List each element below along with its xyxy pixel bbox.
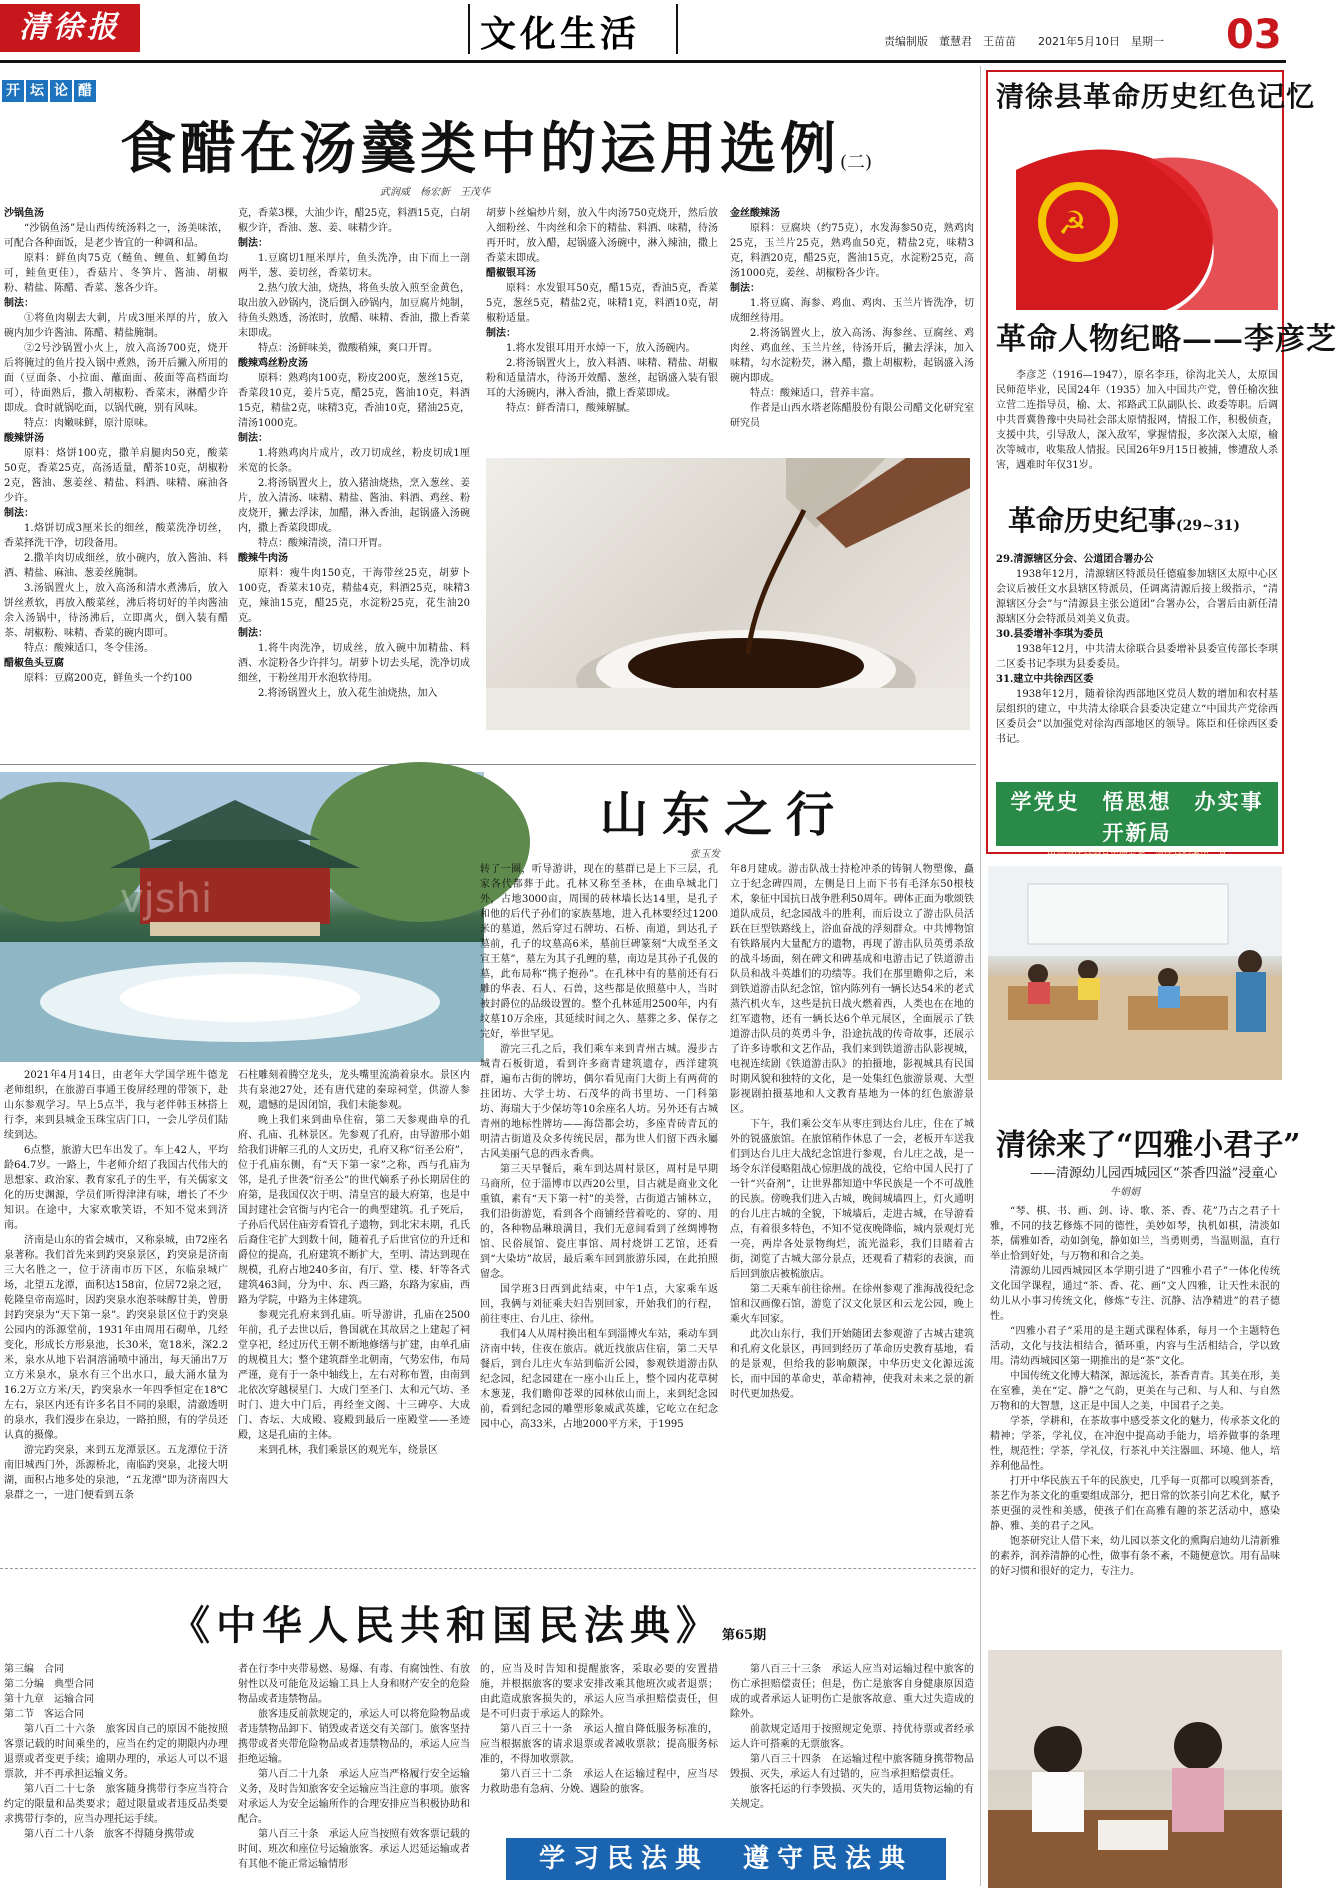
chronicle-list <box>996 552 1278 778</box>
paragraph: ②2号沙锅置小火上，放入高汤700克，烧开后将腌过的鱼片投入锅中煮熟，汤开后撇入所用的面（豆面条、小拉面、蘸面面、莜面等高档面均可），待面熟后，撒入胡椒粉、香菜末，淋醋少许即成。食时就锅吃面，以锅代碗，别有风味。 <box>4 343 228 414</box>
subheading: 31.建立中共徐西区委 <box>996 674 1094 685</box>
paragraph: 第二天乘车前往徐州。在徐州参观了淮海战役纪念馆和汉画像石馆，游览了汉文化景区和云龙公园，晚上乘火车回家。 <box>730 1284 974 1325</box>
kids-byline: 牛娟娟 <box>1110 1187 1140 1198</box>
law-banner: 学习民法典 遵守民法典 <box>506 1838 946 1880</box>
newspaper-logo: 清徐报 <box>0 4 140 52</box>
paragraph: 2.撒羊肉切成细丝，放小碗内，放入酱油、料酒、精盐、麻油、葱姜丝腌制。 <box>4 553 228 579</box>
paragraph: 原料：熟鸡肉100克，粉皮200克，葱丝15克，香菜段10克，姜片5克，醋25克，酱油10克，料酒15克，精盐2克，味精3克，香油10克，猪油25克，清汤1000克。 <box>238 373 470 429</box>
paragraph: 特点：酸辣适口，营养丰富。 <box>750 388 880 399</box>
paragraph: 胡萝卜丝煸炒片刻，放入牛肉汤750克烧开，然后放入细粉丝、牛肉丝和余下的精盐、料酒、味精，待汤再开时，放入醋，起锅盛入汤碗中，淋入辣油，撒上香菜末即成。 <box>486 208 718 264</box>
paragraph: 3.汤锅置火上，放入高汤和清水煮沸后，放入饼丝煮软，再放入酸菜丝，沸后将切好的羊肉酱油余入汤锅中，待汤沸后，立即离火，倒入装有醋茶、胡椒粉、味精、香菜的碗内即可。 <box>4 583 228 639</box>
paragraph: 1938年12月，随着徐沟西部地区党员人数的增加和农村基层组织的建立，中共清太徐联合县委决定建立“中国共产党徐西区委员会”以加强党对徐沟西部地区的领导。陈臣和任徐西区委书记。 <box>996 689 1278 745</box>
paragraph: 1938年12月，中共清太徐联合县委增补县委宣传部长李琪二区委书记李琪为县委委员。 <box>996 644 1278 670</box>
paragraph: 打开中华民族五千年的民族史，几乎每一页都可以嗅到茶香，茶艺作为茶文化的重要组成部分，把日常的饮茶引向艺术化，赋予茶更强的灵性和美感，使孩子们在高雅有趣的茶艺活动中，感染静、雅、美的君子之风。 <box>990 1476 1280 1532</box>
subheading: 制法： <box>730 283 760 294</box>
slogan-text: 学党史 悟思想 办实事 开新局 <box>1010 789 1287 846</box>
paragraph: 1938年12月，清源辖区特派员任德瘟参加辖区太原中心区会议后被任文水县辖区特派员，任调离清源后接上级指示，“清源辖区分会”与“清源县主张公道团”合署办公，合署后由新任清源辖区分会特派员刘美义负责。 <box>996 569 1278 625</box>
paragraph: 第二节 客运合同 <box>4 1709 84 1720</box>
party-emblem-graphic <box>996 130 1278 310</box>
paragraph: “沙锅鱼汤”是山西传统汤料之一，汤美味浓，可配合各种面饭，是老少皆宜的一种调和品。 <box>4 223 228 249</box>
column-tag-char: 开 <box>2 80 24 102</box>
subheading: 30.县委增补李琪为委员 <box>996 629 1104 640</box>
law-column <box>480 1662 718 1832</box>
paragraph: ①将鱼肉剔去大刺，片成3厘米厚的片，放入碗内加少许酱油、陈醋、精盐腌制。 <box>4 313 228 339</box>
column-tag-char: 论 <box>50 80 72 102</box>
paragraph: 转了一圈，听导游讲，现在的墓群已是上下三层，孔家各代都葬于此。孔林又称至圣林，在曲阜城北门外，占地3000亩，周围的砖林墙长达14里，是孔子和他的后代子孙们的家族墓地，进入孔林要经过1200米的墓道，然后穿过石牌坊、石桥、南道，到达孔子墓前，孔子的坟墓高6米，墓前巨碑篆刻“大成至圣文宣王墓”，墓左为其子孔鲤的墓，南边是其孙子孔伋的墓，此布局称“携子抱孙”。在孔林中有的墓前还有石雕的华表、石人、石兽，这些都是依照墓中人，当时被封爵位的品级设置的。整个孔林延用2500年，内有坟墓10万余座，其延续时间之久、墓葬之多、保存之完好，举世罕见。 <box>480 864 718 1040</box>
subheading: 制法： <box>486 328 516 339</box>
law-column <box>238 1662 470 1870</box>
paragraph: 济南是山东的省会城市，又称泉城，由72座名泉著称。我们首先来到趵突泉景区，趵突泉是济南三大名胜之一，位于济南市历下区，东临泉城广场，北望五龙潭，面积达158亩，位居72泉之冠，乾隆皇帝南巡时，因趵突泉水泡茶味醇甘美，曾册封趵突泉为“天下第一泉”。趵突泉景区位于趵突泉公园内的泺源堂前，1931年由周用石砌单，几经变化，形成长方形泉池，长30米，宽18米，深2.2米，泉水从地下岩洞溶涌喷中涌出，每天涌出7万立方米泉水，泉水有三个出水口，最大涌水量为16.2万立方米/天，趵突泉水一年四季恒定在18℃左右，泉区内还有许多名目不同的泉眼，清澈透明的泉水，我们漫步在泉边，一路拍照，有的学员还认真的摄像。 <box>4 1235 228 1441</box>
editors: 责编制版 董慧君 王苗苗 <box>884 35 1016 48</box>
section-divider <box>0 764 976 765</box>
paragraph: 中国传统文化博大精深，源远流长，茶香青青。其美在形，美在室雅，美在“定、静”之气韵，更美在与己和、与人和、与自然万物和的大智慧，这正是中国人之美，中国君子之美。 <box>990 1371 1280 1412</box>
paragraph: 1.将豆腐、海参、鸡血、鸡肉、玉兰片皆洗净，切成细丝待用。 <box>730 298 974 324</box>
law-title-text: 《中华人民共和国民法典》 <box>170 1602 722 1649</box>
paragraph: 第二分编 典型合同 <box>4 1679 94 1690</box>
article-title-part: (二) <box>840 152 873 173</box>
paragraph: 前款规定适用于按照规定免票、持优待票或者经承运人许可搭乘的无票旅客。 <box>730 1724 974 1750</box>
paragraph: 特点：肉嫩味鲜，原汁原味。 <box>24 418 154 429</box>
paragraph: 的，应当及时告知和提醒旅客，采取必要的安置措施，并根据旅客的要求安排改乘其他班次或者退票；由此造成旅客损失的，承运人应当承担赔偿责任，但是不可归责于承运人的除外。 <box>480 1664 718 1720</box>
subheading: 酸辣鸡丝粉皮汤 <box>238 358 308 369</box>
pavilion-photo <box>0 772 484 1062</box>
law-column <box>4 1662 228 1840</box>
paragraph: 1.豆腐切1厘米厚片，鱼头洗净，由下而上一剖两半，葱、姜切丝，香菜切末。 <box>238 253 470 279</box>
subheading: 制法： <box>238 628 268 639</box>
profile-paragraph: 李彦芝（1916—1947），原名李珏，徐沟北关人，太原国民师范毕业，民国24年（1935）加入中国共产党，曾任榆次独立营二连指导员，榆、太、祁路武工队副队长、政委等职。后调中共晋冀鲁豫中央局社会部太原情报网，情报工作，积极侦查，支援中共，引导敌人，深入敌军，掌握情报，多次深入太原，榆次等城市，收集敌人情报。民国26年9月15日被捕，惨遭敌人杀害，遇难时年仅31岁。 <box>996 370 1278 471</box>
subheading: 制法： <box>238 433 268 444</box>
paragraph: 游完趵突泉，来到五龙潭景区。五龙潭位于济南旧城西门外，泺源桥北，南临趵突泉，北接大明湖，面积占地多处的泉池，“五龙潭”即为济南四大泉群之一，一进门便看到五条 <box>4 1445 228 1501</box>
paragraph: “琴、棋、书、画、剑、诗、歌、茶、香、花”乃古之君子十雅，不同的技艺修炼不同的德性，美妙如琴，执机如棋，清淡如茶，儒雅如香，动如剑兔，静如如兰，当勇则勇，当温则温，直行举止恰到好处，与万物和和合之美。 <box>990 1206 1280 1262</box>
subheading: 制法： <box>238 238 268 249</box>
subheading: 醋椒银耳汤 <box>486 268 536 279</box>
paragraph: 旅客托运的行李毁损、灭失的，适用货物运输的有关规定。 <box>730 1784 974 1810</box>
paragraph: 2.热勺放大油，烧热，将鱼头放入煎至金黄色，取出放入砂锅内，浇后倒入砂锅内，加豆腐片炖制，待鱼头熟透，汤浓时，放醋、味精、香油，撒上香菜末即成。 <box>238 283 470 339</box>
article-title-text: 食醋在汤羹类中的运用选例 <box>120 116 840 182</box>
paragraph: 第八百三十三条 承运人应当对运输过程中旅客的伤亡承担赔偿责任；但是，伤亡是旅客自身健康原因造成的或者承运人证明伤亡是旅客故意、重大过失造成的除外。 <box>730 1664 974 1720</box>
column-tag-char: 坛 <box>26 80 48 102</box>
issue-date: 2021年5月10日 星期一 <box>1038 35 1164 48</box>
paragraph: 1.将熟鸡肉片成片，改刀切成丝，粉皮切成1厘米宽的长条。 <box>238 448 470 474</box>
paragraph: 6点整，旅游大巴车出发了。车上42人，平均龄64.7岁。一路上，牛老师介绍了我国古代伟大的思想家、政治家、教育家孔子的生平，有关儒家文化的历史渊源，学员们听得津津有味，增长了不少知识。在途中，大家欢歌笑语，不知不觉来到济南。 <box>4 1145 228 1231</box>
paragraph: 第三编 合同 <box>4 1664 64 1675</box>
paragraph: 作者是山西水塔老陈醋股份有限公司醋文化研究室研究员 <box>730 403 974 429</box>
article-column <box>4 206 228 758</box>
paragraph: 石柱雕刻着腾空龙头，龙头嘴里流淌着泉水。景区内共有泉池27处，还有唐代建的秦琼祠堂，供游人参观，遗憾的是因闭馆，我们未能参观。 <box>238 1070 470 1111</box>
paragraph: 原料：水发银耳50克，醋15克，香油5克，香菜5克，葱丝5克，精盐2克，味精1克，料酒10克，胡椒粉适量。 <box>486 283 718 324</box>
subheading: 酸辣牛肉汤 <box>238 553 288 564</box>
svg-text:☭: ☭ <box>1058 204 1087 242</box>
paragraph: 第八百二十六条 旅客因自己的原因不能按照客票记载的时间乘坐的，应当在约定的期限内办理退票或者变更手续；逾期办理的，承运人可以不退票款，并不再承担运输义务。 <box>4 1724 228 1780</box>
paragraph: 年8月建成。游击队战士持枪冲杀的铸铜人物塑像，矗立于纪念碑四周，左侧是日上而下书有毛泽东50根枝术，象征中国抗日战争胜利50周年。碑体正面为歌颂铁道队成员，纪念园战斗的胜利，而后设立了游击队员活跃在巨型铁路线上，浴血奋战的浮刻群众。中共博物馆有铁路展内大量配方的遗物，再现了游击队员英勇杀敌的战斗场面，刻在碑文和碑基成和电游击记了铁道游击队员和战斗英雄们的功绩等。我们在那里瞻仰之后，来到铁道游击队纪念馆，馆内陈列有一辆长达54米的老式蒸汽机火车，这些是抗日战火燃着西，人类也在在地的红军遗物，还有一辆长达6个单元展区，全面展示了铁道游击队员的英勇斗争，沿途抗战的传奇故事，还展示了许多诗歌和文艺作品，我们来到铁道游击队影视城，电视连续剧《铁道游击队》的拍摄地，影视城具有民国时期风貌和独特的文化，是一处集红色旅游景观、大型影视剧拍摄基地和人文教育基地为一体的红色旅游景区。 <box>730 864 974 1115</box>
paragraph: 旅客违反前款规定的，承运人可以将危险物品或者违禁物品卸下、销毁或者送交有关部门。旅客坚持携带或者夹带危险物品或者违禁物品的，承运人应当拒绝运输。 <box>238 1709 470 1765</box>
paragraph: 特点：酸辣适口，冬令佳汤。 <box>24 643 154 654</box>
sidebar-divider <box>980 66 981 1886</box>
subheading: 醋椒鱼头豆腐 <box>4 658 64 669</box>
law-title <box>170 1596 766 1655</box>
slogan-sub: 中共清徐县委党史研究室 清徐县档案馆 宣 <box>1046 849 1227 860</box>
article-column <box>730 206 974 452</box>
paragraph: 第八百二十八条 旅客不得随身携带或 <box>24 1829 194 1840</box>
red-history-title: 清徐县革命历史红色记忆 <box>996 80 1316 113</box>
law-issue: 第65期 <box>722 1628 767 1643</box>
paragraph: 国学班3日西到此结束，中午1点，大家乘车返回，我俩与刘征乘夫妇告别回家，开始我们的行程，前往枣庄、台儿庄、徐州。 <box>480 1284 718 1325</box>
article-byline: 张玉发 <box>690 849 720 860</box>
paragraph: 特点：鲜香清口，酸辣解腻。 <box>506 403 636 414</box>
paragraph: 晚上我们来到曲阜住宿，第二天参观曲阜的孔府、孔庙、孔林景区。先参观了孔府，由导游邢小姐给我们讲解三孔的人文历史，孔府又称“衍圣公府”，位于孔庙东侧，有“天下第一家”之称，西与孔庙为邻，是孔子世袭“衍圣公”的世代嫡系子孙长期居住的府第，是我国仅次于明、清皇宫的最大府第，也是中国封建社会官衙与内宅合一的典型建筑。孔子死后，子孙后代居住庙旁看管孔子遗物，到北宋末期，孔氏后裔住宅扩大到数十间，随着孔子后世官位的升迁和爵位的提高，孔府建筑不断扩大，至明、清达到现在规模，孔府占地240多亩，有厅、堂、楼、轩等各式建筑463间，分为中、东、西三路，东路为家庙，西路为学院，中路为主体建筑。 <box>238 1115 470 1306</box>
article-column <box>238 206 470 758</box>
subheading: 沙锅鱼汤 <box>4 208 44 219</box>
paragraph: 2.将汤锅置火上，放入猪油烧热，烹入葱丝、姜片，放入清汤、味精、精盐、酱油、料酒、鸡丝、粉皮烧开，撇去浮沫，加醋，淋入香油，起锅盛入汤碗内，撒上香菜段即成。 <box>238 478 470 534</box>
paragraph: 特点：汤鲜味美，微酸稍辣，爽口开胃。 <box>258 343 438 354</box>
paragraph: 第三天早餐后，乘车到达周村景区，周村是早期马商所，位于淄博市以西20公里，目古就是商业文化重镇，素有“天下第一村”的美誉，古街道古铺林立，我们沿街游览，看到各个商铺经营着吃的、穿的、用的，各种物品琳琅满目，我们无意间看到了丝绸博物馆、民俗展馆、瓷庄事馆、周村烧饼工艺馆，还看到“大染坊”故居，最后乘车回到旅游乐园，在此拍照留念。 <box>480 1164 718 1280</box>
paragraph: 此次山东行，我们开始随团去参观游了古城古建筑和孔府文化景区，再回到经历了革命历史教育基地，看的是景观，但给我的影响颇深，中华历史文化源远流长，而中国的革命史，革命精神，使我对未来之景的新时代更加热爱。 <box>730 1329 974 1400</box>
paragraph: 1.将牛肉洗净，切成丝，放入碗中加精盐、料酒、水淀粉各少许拌匀。胡萝卜切去头尾，洗净切成细丝，干粉丝用开水泡软待用。 <box>238 643 470 684</box>
paragraph: 饱茶研究让人借下来，幼儿园以茶文化的熏陶启迪幼儿清新雅的素养，润养清静的心性，做事有条不紊，不随便意饮。用有品味的好习惯和很好的定力，专注力。 <box>990 1536 1280 1577</box>
chronicle-title-text: 革命历史纪事 <box>1008 504 1177 537</box>
paragraph: 克，香菜3棵，大油少许，醋25克，料酒15克，白胡椒少许，香油、葱、姜、味精少许。 <box>238 208 470 234</box>
slogan-banner <box>996 782 1287 860</box>
law-column <box>730 1662 974 1832</box>
header-rule <box>0 60 1286 63</box>
paragraph: 第十九章 运输合同 <box>4 1694 94 1705</box>
subheading: 酸辣饼汤 <box>4 433 44 444</box>
kids-article-subtitle: ——清源幼儿园西城园区“茶香四溢”浸童心 <box>1030 1166 1278 1181</box>
paragraph: 我们4人从周村换出租车到淄博火车站，乘动车到济南中转，住夜在旅店。就近找旅店住宿，第二天早餐后，到台儿庄火车站到临沂公园，参观铁道游击队纪念园，纪念园建在一座小山丘上，整个园内花草树木葱茏，我们瞻仰苍翠的园林依山而上，来到纪念园前，看到纪念园的雕塑形象威武英雄，它屹立在纪念园中心，高33米，占地2000平方米，于1995 <box>480 1329 718 1430</box>
article-column <box>480 862 718 1548</box>
kids-article-title: 清徐来了“四雅小君子” <box>996 1128 1301 1163</box>
subheading: 29.清源辖区分会、公道团合署办公 <box>996 554 1154 565</box>
article-column <box>238 1068 470 1548</box>
paragraph: “四雅小君子”采用的是主题式课程体系，每月一个主题特色活动，文化与技法相结合，循环重，内容与生活相结合，学以致用。清幼西城园区第一期推出的是“茶”文化。 <box>990 1326 1280 1367</box>
paragraph: 参观完孔府来到孔庙。听导游讲，孔庙在2500年前，孔子去世以后，鲁国就在其故居之上建起了祠堂享祀，经过历代王朝不断地修缮与扩建，由单孔庙的规模且大；整个建筑群坐北朝南，气势宏伟，布局严谨，竟有于一条中轴线上，左右对称布置，由南到北依次穿越棂星门、大成门至圣门、太和元气坊、圣时门、进大中门后，再经奎文阁、十三碑亭、大成门、杏坛、大成殿、寝殿到最后一座殿堂——圣迹殿，这是孔庙的主体。 <box>238 1310 470 1441</box>
page-number: 03 <box>1226 12 1282 58</box>
paragraph: 第八百二十九条 承运人应当严格履行安全运输义务，及时告知旅客安全运输应当注意的事项。旅客对承运人为安全运输所作的合理安排应当积极协助和配合。 <box>238 1769 470 1825</box>
paragraph: 2.将汤锅置火上，放入料酒、味精、精盐、胡椒粉和适量清水，待汤开效醋、葱丝，起锅盛入装有银耳的大汤碗内，淋入香油，撒上香菜即成。 <box>486 358 718 399</box>
profile-title: 革命人物纪略——李彦芝 <box>996 322 1337 357</box>
paragraph: 原料：豆腐块（约75克），水发海参50克，熟鸡肉25克，玉兰片25克，熟鸡血50克，精盐2克，味精3克，料酒20克，醋25克，酱油15克，水淀粉25克，高汤1000克，姜丝、胡椒粉各少许。 <box>730 223 974 279</box>
subheading: 金丝酸辣汤 <box>730 208 780 219</box>
paragraph: 特点：酸辣清淡，清口开胃。 <box>258 538 388 549</box>
paragraph: 2021年4月14日，由老年大学国学班牛德龙老师组织，在旅游百事通王俊屏经理的带领下，赴山东参观学习。早上5点半，我与老伴韩玉林搭上行李，来到县城金玉珠宝店门口，一会儿学员们陆续到达。 <box>4 1070 228 1141</box>
paragraph: 第八百三十一条 承运人擅自降低服务标准的，应当根据旅客的请求退票或者减收票款；提高服务标准的，不得加收票款。 <box>480 1724 718 1765</box>
photo-watermark: vjshi <box>120 876 213 922</box>
kindergarten-photo <box>988 866 1282 1080</box>
paragraph: 1.将水发银耳用开水焯一下，放入汤碗内。 <box>506 343 696 354</box>
paragraph: 第八百三十二条 承运人在运输过程中，应当尽力救助患有急病、分娩、遇险的旅客。 <box>480 1769 718 1795</box>
paragraph: 原料：烙饼100克，撒羊肩腿肉50克，酸菜50克，香菜25克，高汤适量，醋茶10克，胡椒粉2克，酱油、葱姜丝、精盐、料酒、味精、麻油各少许。 <box>4 448 228 504</box>
paragraph: 原料：瘦牛肉150克，干海带丝25克，胡萝卜100克，香菜末10克，精盐4克，料酒25克，味精3克，辣油15克，醋25克，水淀粉25克，花生油20克。 <box>238 568 470 624</box>
section-title: 文化生活 <box>480 13 641 55</box>
profile-text <box>996 368 1278 492</box>
chronicle-range: (29~31) <box>1176 518 1240 534</box>
section-divider <box>0 1568 976 1569</box>
paragraph: 2.将汤锅置火上，放入高汤、海参丝、豆腐丝、鸡肉丝、鸡血丝、玉兰片丝，待汤开后，撇去浮沫，加入味精，勾水淀粉芡，淋入醋，撒上胡椒粉，起锅盛入汤碗内即成。 <box>730 328 974 384</box>
paragraph: 1.烙饼切成3厘米长的细丝，酸菜洗净切丝，香菜择洗干净，切段备用。 <box>4 523 228 549</box>
paragraph: 者在行李中夹带易燃、易爆、有毒、有腐蚀性、有放射性以及可能危及运输工具上人身和财产安全的危险物品或者违禁物品。 <box>238 1664 470 1705</box>
paragraph: 第八百三十四条 在运输过程中旅客随身携带物品毁损、灭失，承运人有过错的，应当承担赔偿责任。 <box>730 1754 974 1780</box>
article-byline: 武润威 杨宏新 王茂华 <box>380 187 490 198</box>
article-column <box>486 206 718 452</box>
tea-class-photo <box>988 1650 1282 1888</box>
paragraph: 来到孔林，我们乘景区的观光车，绕景区 <box>258 1445 438 1456</box>
vinegar-photo <box>486 458 970 730</box>
paragraph: 原料：豆腐200克，鲜鱼头一个约100 <box>24 673 193 684</box>
paragraph: 清源幼儿园西城园区本学期引进了“四雅小君子”一体化传统文化国学课程，通过“茶、香、花、画”文人四雅，让天性未泯的幼儿从小事习传统文化，修炼“专注、沉静、洁净精进”的君子德性。 <box>990 1266 1280 1322</box>
article-column <box>4 1068 228 1548</box>
header-meta <box>884 34 1164 50</box>
paragraph: 第八百二十七条 旅客随身携带行李应当符合约定的限量和品类要求；超过限量或者违反品类要求携带行李的，应当办理托运手续。 <box>4 1784 228 1825</box>
subheading: 制法： <box>4 298 34 309</box>
article-column <box>730 862 974 1548</box>
article-title <box>120 108 872 191</box>
chronicle-title <box>1008 500 1240 541</box>
paragraph: 2.将汤锅置火上，放入花生油烧热，加入 <box>258 688 438 699</box>
column-tag-char: 醋 <box>74 80 96 102</box>
paragraph: 第八百三十条 承运人应当按照有效客票记载的时间、班次和座位号运输旅客。承运人迟延运输或者有其他不能正常运输情形 <box>238 1829 470 1870</box>
paragraph: 游完三孔之后，我们乘车来到青州古城。漫步古城青石板街道，看到许多商青建筑遗存，西洋建筑群，遍布古街的牌坊，偶尔看见南门大街上有两荷的拄团坊、大学士坊、石茂华的尚书里坊、一门科第坊、海瑞大于少保坊等10余座名人坊。另外还有古城青州的地标性牌坊——海岱都会坊，多座青砖青瓦的明清古街道及众多传统民居，都为世人们留下西永屬古风美丽气息的西永香典。 <box>480 1044 718 1160</box>
paragraph: 学茶，学耕和，在茶故事中感受茶文化的魅力，传承茶文化的精神；学茶，学礼仪，在冲泡中提高动手能力，培养做事的条理性，规范性；学茶，学礼仪，行茶礼中关注器皿、环境、他人，培养利他品性。 <box>990 1416 1280 1472</box>
paragraph: 原料：鲜鱼肉75克（鲢鱼、鲤鱼、虹鳟鱼均可，鲑鱼更佳），香菇片、冬笋片、酱油、胡椒粉、精盐、陈醋、香菜、葱各少许。 <box>4 253 228 294</box>
paragraph: 下午，我们乘公交车从枣庄到达台儿庄，住在了城外的锐盛旅馆。在旅馆稍作休息了一会，老板开车送我们到达台儿庄大战纪念馆进行参观，台儿庄之战，是一场令东洋侵略阻战心惊胆战的战役，它给中国人民打了一针“兴奋剂”，让世界都知道中华民族是一个不可战胜的民族。傍晚我们进入古城，晚间城墙四上，灯火通明的台儿庄古城的全貌，下城墙后，走进古城，在导游看点，有着很多特色，不知不觉夜晚降临，城内景观灯光一亮，两岸各处景物绚烂，流光溢彩，我们目睹着古街，浏览了古城大部分景点，还观看了精彩的表演，而后回到旅店被梳旅店。 <box>730 1119 974 1280</box>
kids-article-body <box>990 1204 1280 1642</box>
article-title: 山东之行 <box>600 787 849 843</box>
column-tag <box>2 80 96 102</box>
subheading: 制法： <box>4 508 34 519</box>
